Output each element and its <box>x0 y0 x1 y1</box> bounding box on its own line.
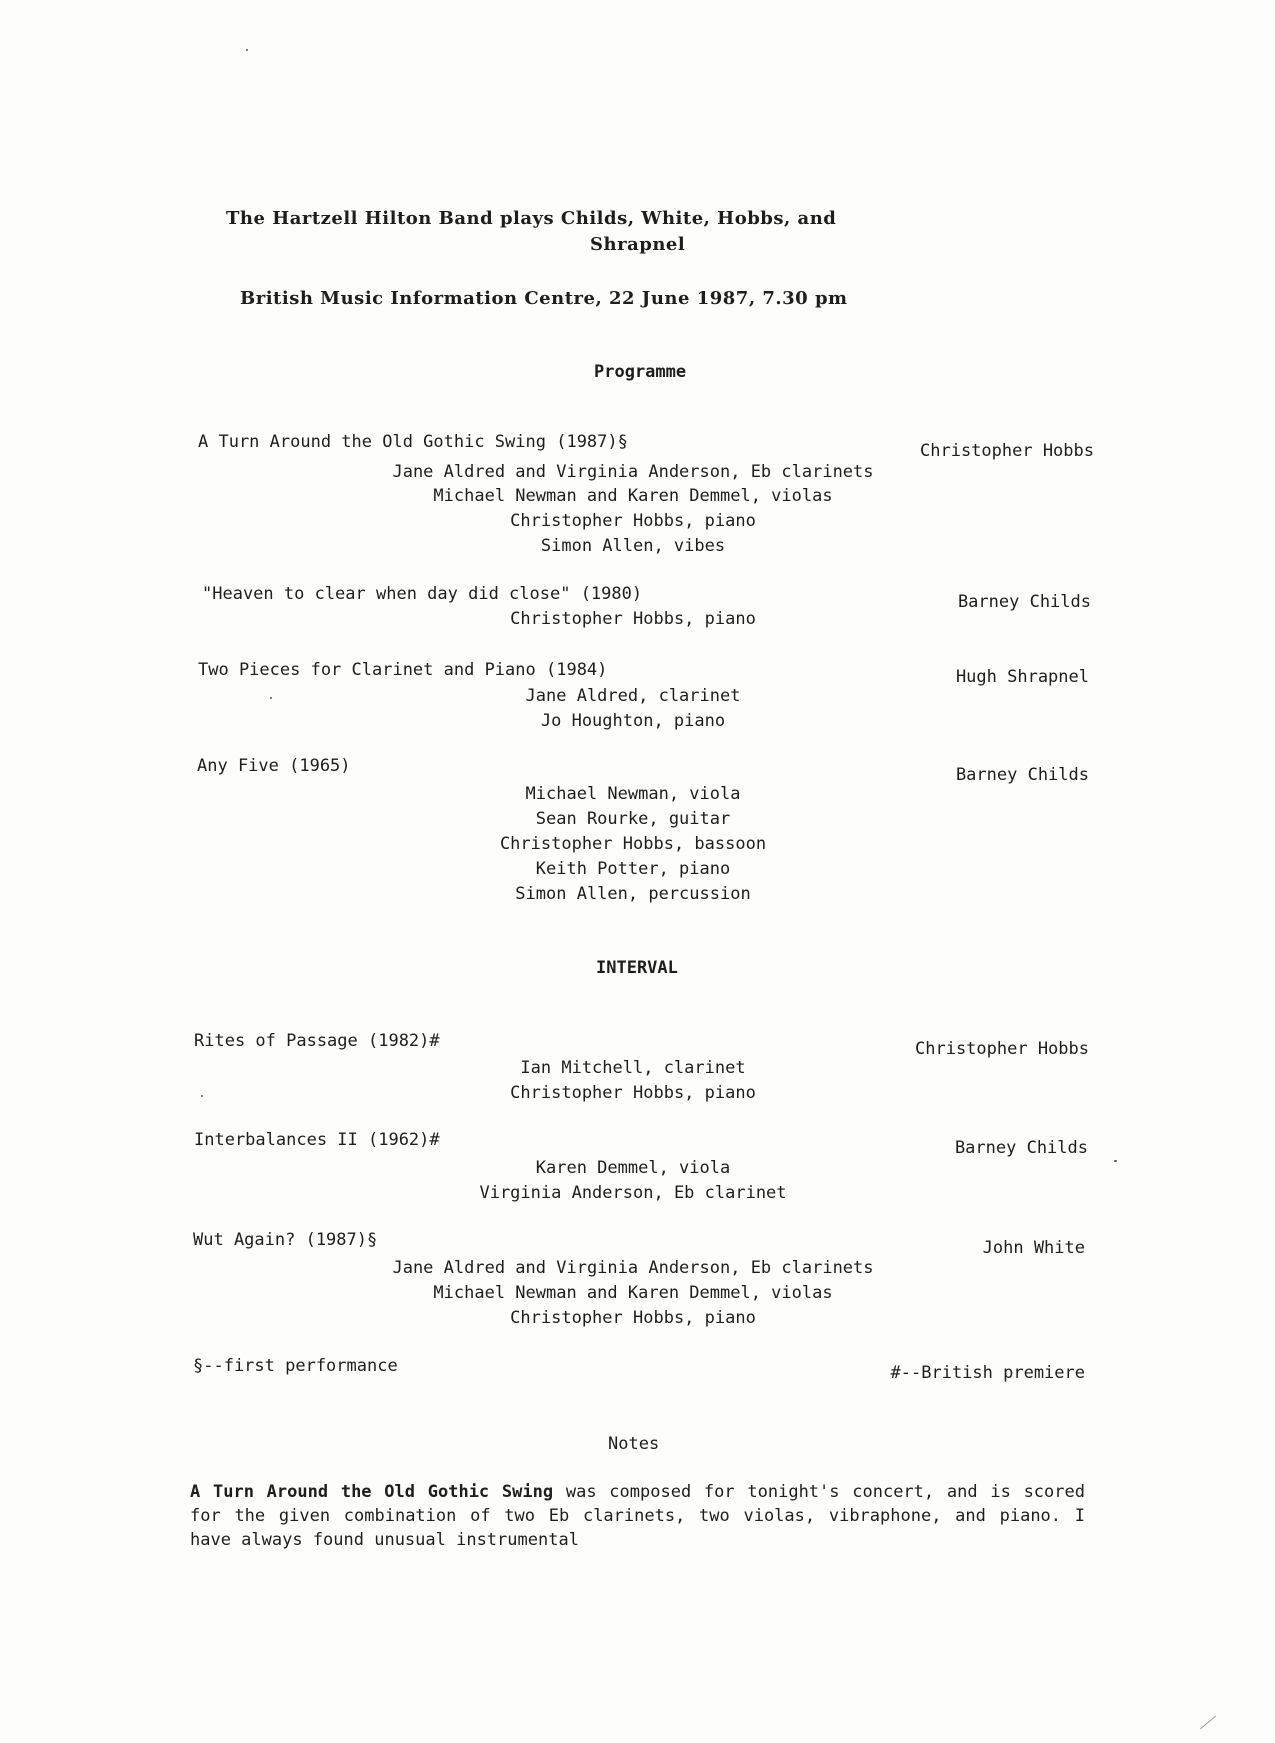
performer-line: Michael Newman and Karen Demmel, violas <box>433 486 833 506</box>
performer-line: Sean Rourke, guitar <box>535 809 731 829</box>
performer-line: Christopher Hobbs, piano <box>510 1083 756 1103</box>
performer-line: Simon Allen, percussion <box>515 884 751 904</box>
performer-line: Virginia Anderson, Eb clarinet <box>479 1183 787 1203</box>
work-composer: Christopher Hobbs <box>920 441 1094 461</box>
performer-line: Jane Aldred, clarinet <box>525 686 741 706</box>
notes-paragraph <box>190 1480 1085 1552</box>
performer-line: Simon Allen, vibes <box>540 536 726 556</box>
work-title: Wut Again? (1987)§ <box>193 1230 378 1250</box>
work-composer: Barney Childs <box>954 1138 1088 1158</box>
performer-line: Michael Newman, viola <box>525 784 741 804</box>
venue-date-line: British Music Information Centre, 22 June 1987, 7.30 pm <box>240 288 848 309</box>
work-composer: John White <box>982 1238 1085 1258</box>
performer-line: Jane Aldred and Virginia Anderson, Eb clarinets <box>392 462 874 482</box>
work-title: Rites of Passage (1982)# <box>194 1031 440 1051</box>
work-composer: Hugh Shrapnel <box>955 667 1089 687</box>
performer-line: Keith Potter, piano <box>535 859 731 879</box>
scan-speck <box>1114 1160 1117 1162</box>
notes-work-title: A Turn Around the Old Gothic Swing <box>190 1482 554 1502</box>
work-title: "Heaven to clear when day did close" (1980) <box>202 584 643 604</box>
performer-line: Christopher Hobbs, piano <box>510 511 756 531</box>
scan-speck <box>201 1095 203 1097</box>
work-composer: Barney Childs <box>957 592 1091 612</box>
performer-line: Jane Aldred and Virginia Anderson, Eb clarinets <box>392 1258 874 1278</box>
scan-speck <box>246 49 248 51</box>
performer-line: Michael Newman and Karen Demmel, violas <box>433 1283 833 1303</box>
interval-heading: INTERVAL <box>596 958 678 978</box>
performer-line: Karen Demmel, viola <box>535 1158 731 1178</box>
performer-line: Jo Houghton, piano <box>540 711 726 731</box>
programme-heading: Programme <box>594 362 687 382</box>
work-composer: Christopher Hobbs <box>915 1039 1089 1059</box>
work-composer: Barney Childs <box>955 765 1089 785</box>
work-title: Interbalances II (1962)# <box>194 1130 440 1150</box>
work-title: A Turn Around the Old Gothic Swing (1987)§ <box>198 432 628 452</box>
performer-line: Christopher Hobbs, piano <box>510 1308 756 1328</box>
first-performance-legend: §--first performance <box>193 1356 398 1376</box>
concert-title-line2: Shrapnel <box>590 234 686 255</box>
performer-line: Ian Mitchell, clarinet <box>520 1058 746 1078</box>
british-premiere-legend: #--British premiere <box>890 1363 1085 1383</box>
concert-title-line1: The Hartzell Hilton Band plays Childs, White, Hobbs, and <box>226 208 837 229</box>
scan-edge-mark <box>1200 1716 1216 1730</box>
performer-line: Christopher Hobbs, bassoon <box>499 834 767 854</box>
scan-speck <box>270 697 272 699</box>
notes-heading: Notes <box>608 1434 660 1454</box>
notes-text: was composed for tonight's concert, and is scored for the given combination of two Eb clarinets, two violas, vibraphone, and piano. I have always found unusual instrumental <box>190 1482 1085 1550</box>
work-title: Two Pieces for Clarinet and Piano (1984) <box>198 660 608 680</box>
work-title: Any Five (1965) <box>197 756 351 776</box>
performer-line: Christopher Hobbs, piano <box>510 609 756 629</box>
